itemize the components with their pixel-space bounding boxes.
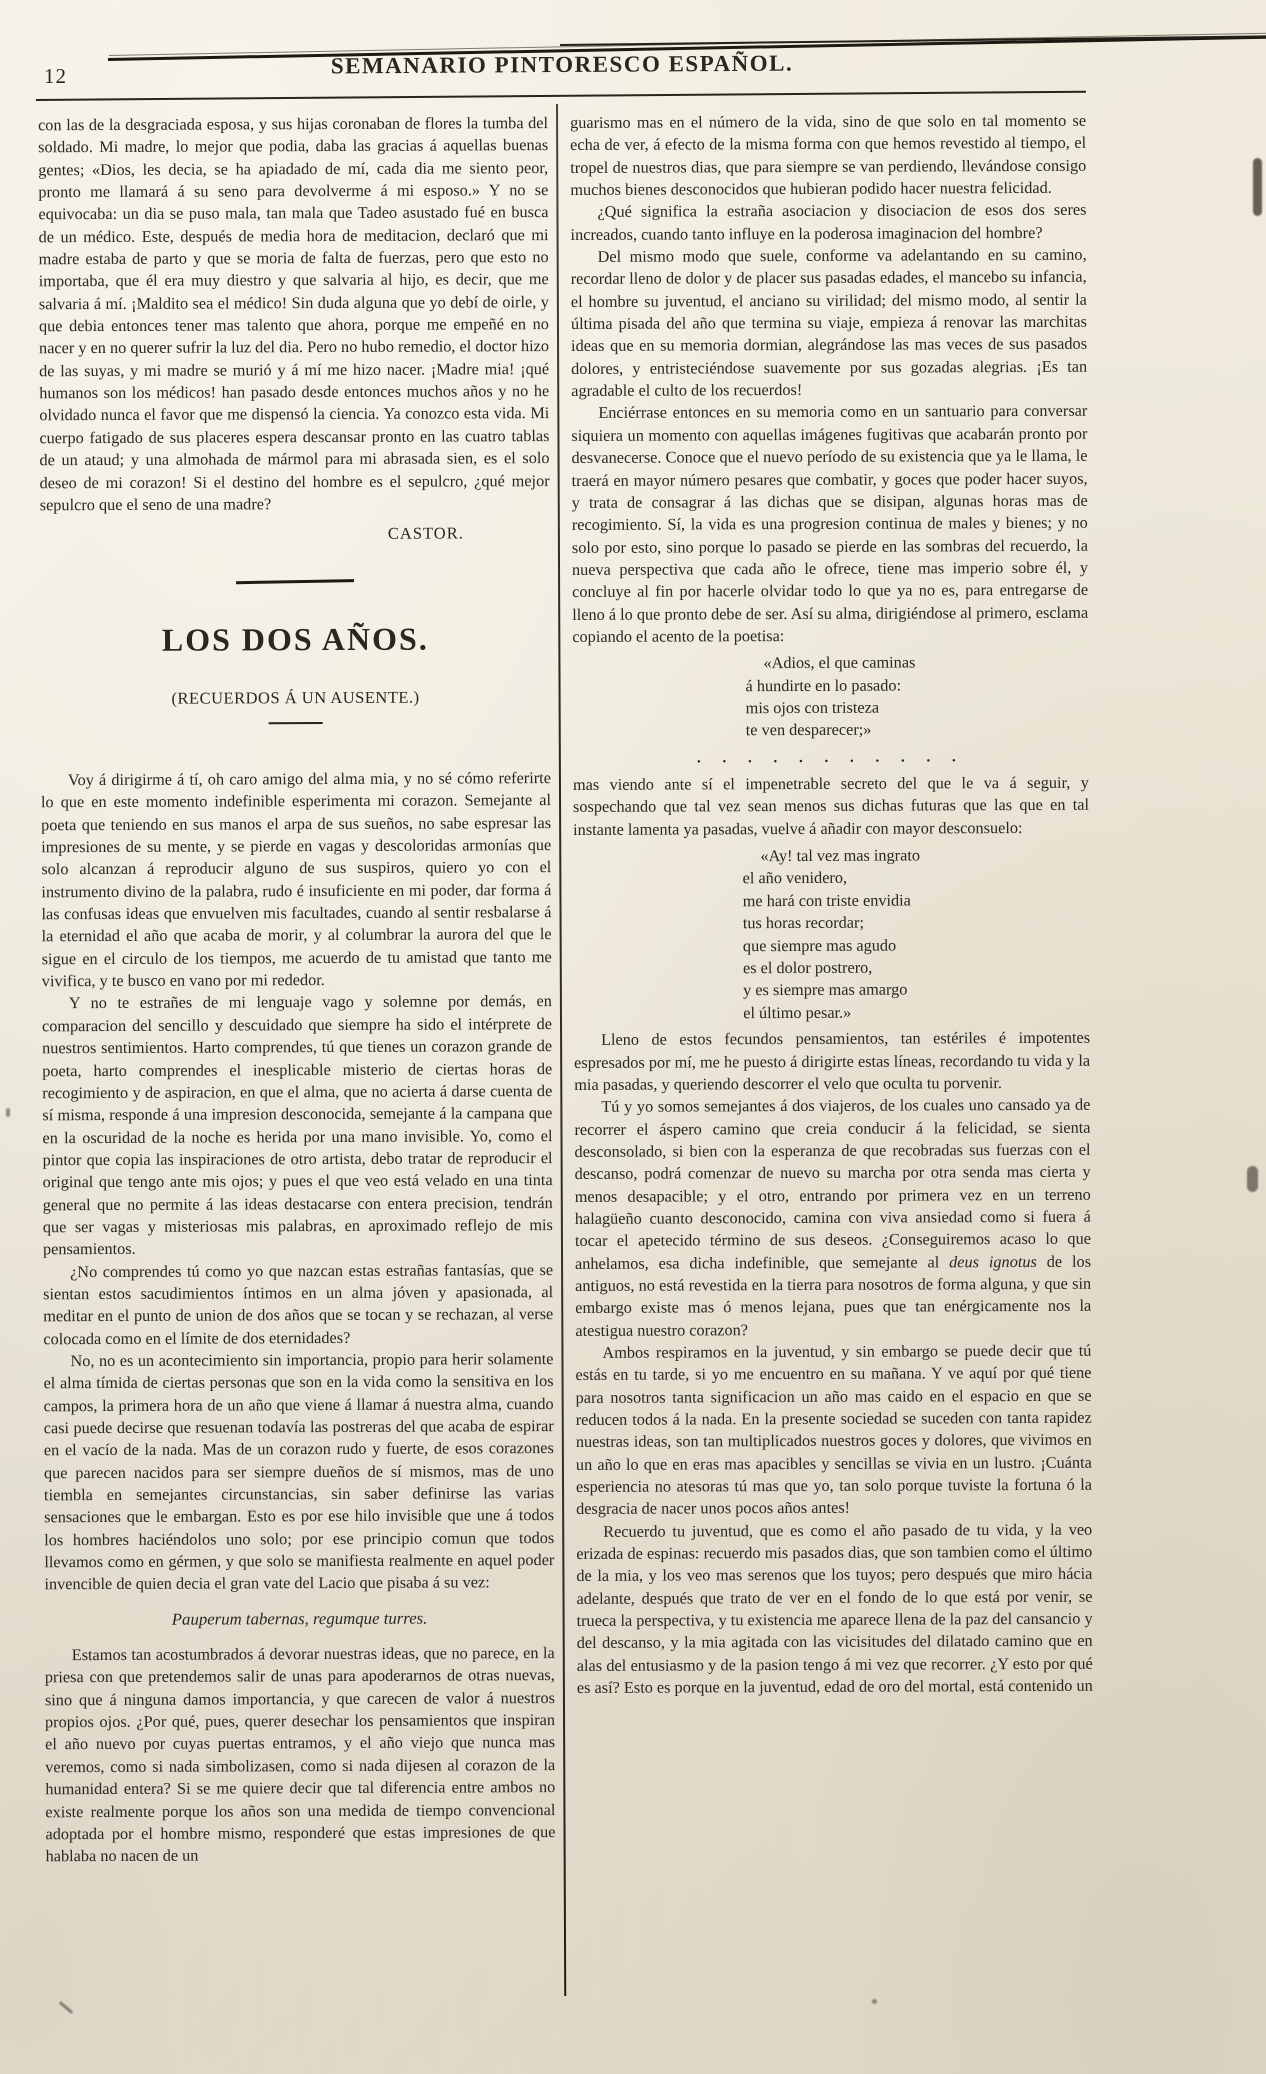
poem-line: el año venidero, [742, 868, 848, 888]
paragraph-text: Tú y yo somos semejantes á dos viajeros, de los cuales uno cansado ya de recorrer el áspero camino que creia conducir á la felicidad, se sienta desconsolado, si bien con la esperanza de que recobradas sus fuerzas con el descanso, podrá comenzar de nuevo su marcha por otra senda mas cierta y menos desapacible; y el otro, entrando por primera vez en un terreno halagüeño cuanto desconocido, camina con viva ansiedad como si fuera á tocar el apetecido término de sus deseos. ¿Conseguiremos acaso lo que anhelamos, esa dicha indefinible, que semejante al [574, 1094, 1091, 1273]
poem-line: me hará con triste envidia [742, 890, 911, 910]
article-paragraph [574, 1094, 1091, 1342]
scan-artifact [6, 1108, 10, 1117]
poem-line: el último pesar.» [743, 1002, 852, 1022]
article-paragraph: Y no te estrañes de mi lenguaje vago y solemne por demás, en comparacion del sencillo y descuidado que siempre ha sido el intérprete de nuestros sentimientos. Harto comprendes, tú que tienes un corazon grande de poeta, harto comprendes el inesplicable misterio de ciertas horas de recogimiento y de aspiracion, en que el alma, que no acierta á darse cuenta de sí misma, responde á una impresion desconocida, semejante á la campana que en la oscuridad de la noche es herida por una mano invisible. Yo, como el pintor que copia las inspiraciones de otro artista, debo tratar de reproducir el original que tengo ante mis ojos; y pues el que veo está velado en una tinta general que no permite á las ideas destacarse con entera precision, tendrán que ser vagas y misteriosas mis palabras, en aproximado reflejo de mis pensamientos. [41, 991, 553, 1259]
text-columns [38, 110, 1094, 1868]
continuation-paragraph: con las de la desgraciada esposa, y sus hijas coronaban de flores la tumba del soldado. Mi madre, lo mejor que podia, daba las gracias á aquellas buenas gentes; «Dios, les decia, se ha apiadado de mí, cada dia me siento peor, pronto me llamará á su seno para devolverme á mi esposo.» Y no se equivocaba: un dia se puso mala, tan mala que Tadeo asustado fué en busca de un médico. Este, después de media hora de meditacion, declaró que mi madre estaba de parto y que se moria de falta de fuerzas, pero que esto no importaba, que él era muy diestro y que salvaria al hijo, es decir, que me salvaria á mí. ¡Maldito sea el médico! Sin duda alguna que yo debí de oirle, y que debia entonces tener mas talento que ahora, porque me empeñé en no nacer y en no querer sufrir la luz del dia. Pero no hubo remedio, el doctor hizo de las suyas, y mi madre se murió y á mí me hizo nacer. ¡Madre mia! ¡qué humanos son los médicos! han pasado desde entonces muchos años y no he olvidado nunca el favor que me dispensó la ciencia. Ya conozco esta vida. Mi cuerpo fatigado de sus placeres espera descansar pronto en las cuatro tablas de un ataud; y una almohada de mármol para mi abrasada sien, es el solo deseo de mi corazon! Si el destino del hombre es el sepulcro, ¿qué mejor sepulcro que el seno de una madre? [38, 113, 550, 515]
author-signature: CASTOR. [387, 523, 464, 543]
masthead: SEMANARIO PINTORESCO ESPAÑOL. [330, 50, 794, 79]
poem-line: á hundirte en lo pasado: [745, 675, 902, 695]
article-subtitle: (RECUERDOS Á UN AUSENTE.) [171, 687, 420, 708]
scan-artifact [872, 1999, 877, 2004]
right-column [570, 110, 1094, 1866]
poem-ellipsis: . . . . . . . . . . . [696, 749, 965, 767]
masthead-rule [36, 91, 1086, 101]
article-paragraph: Ambos respiramos en la juventud, y sin embargo se puede decir que tú estás en tu tarde, si yo me encuentro en su mañana. Y ve aquí por qué tiene para nosotros tanta significacion un año mas caido en el espacio en que se reducen todos á la nada. En la presente sociedad se suceden con tanta rapidez nuestras ideas, son tan multiplicados nuestros goces y dolores, que vivimos en un año lo que en eras mas apacibles y sencillas se vivia en un lustro. ¡Cuánta esperiencia no atesoras tú mas que yo, tan solo porque tuviste la fortuna ó la desgracia de nacer unos pocos años antes! [575, 1340, 1093, 1519]
article-paragraph: guarismo mas en el número de la vida, sino de que solo en tal momento se echa de ver, á efecto de la misma forma con que hemos revestido al tiempo, el tropel de nuestros dias, que para siempre se van perdiendo, llevándose consigo muchos bienes desconocidos que hubieran podido hacer nuestra felicidad. [570, 110, 1087, 199]
article-paragraph: Voy á dirigirme á tí, oh caro amigo del alma mia, y no sé cómo referirte lo que en este momento indefinible esperimenta mi corazon. Semejante al poeta que teniendo en sus manos el arpa de sus sueños, no sabe espresar las impresiones de su mente, y se pierde en vagas y descoloridas armonías que solo alcanzan á reproducir alguno de sus suspiros, quiero yo con el instrumento divino de la palabra, rudo é insuficiente en mi poder, dar forma á las confusas ideas que envuelven mis facultades, cuando al sentir resbalarse á la eternidad el año que acaba de morir, y al columbrar la aurora del que le sigue en el circulo de los tiempos, me acuerdo de tu amistad que tanto me vivifica, y te busco en vano por mi rededor. [40, 768, 552, 991]
poem-line: «Ay! tal vez mas ingrato [760, 845, 921, 866]
page-number: 12 [44, 64, 67, 88]
article-paragraph: ¿No comprendes tú como yo que nazcan estas estrañas fantasías, que se sientan estos sacudimientos íntimos en un alma jóven y apasionada, al meditar en el punto de union de dos años que se tocan y se rechazan, al verse colocada como en el límite de dos eternidades? [43, 1259, 554, 1348]
article-paragraph: ¿Qué significa la estraña asociacion y disociacion de esos dos seres increados, cuando tanto influye en la poderosa imaginacion del hombre? [570, 200, 1087, 244]
subtitle-rule [269, 722, 323, 725]
poem-line: tus horas recordar; [742, 912, 865, 933]
left-column [38, 112, 556, 1868]
scan-artifact [1253, 158, 1262, 216]
poem-line: te ven desparecer;» [745, 720, 872, 740]
article-paragraph: Recuerdo tu juventud, que es como el año pasado de tu vida, y la veo erizada de espinas: recuerdo mis pasados dias, que son tambien como el último de la mia, y los veo mas serenos que los tuyos; pero después que miro hácia adelante, después que trato de ver en el fondo de lo que está por venir, se trueca la perspectiva, y tu existencia me aparece llena de la paz del cansancio y del descanso, y la mia agitada con las vicisitudes del dilatado camino que en alas del entusiasmo y de la pasion tengo á mi vez que recorrer. ¿Y esto por qué es así? Esto es porque en la juventud, edad de oro del mortal, está contenido un [576, 1519, 1093, 1698]
paragraph-text: de los antiguos, no está revestida en la tierra para nosotros de forma alguna, y que sin embargo existe mas ó menos lejana, pues que tan enérgicamente nos la atestigua nuestro corazon? [575, 1251, 1092, 1340]
article-paragraph: Lleno de estos fecundos pensamientos, tan estériles é impotentes espresados por mí, me he puesto á dirigirte estas líneas, recordando tu vida y la mia pasadas, y queriendo descorrer el velo que oculta tu porvenir. [574, 1027, 1091, 1094]
article-paragraph: Enciérrase entonces en su memoria como en un santuario para conversar siquiera un momento con aquellas imágenes fugitivas que acabarán pronto por desvanecerse. Conoce que el nuevo período de su existencia que ya le llama, le traerá en mayor número pesares que combatir, y goces que poder hacer suyos, y trata de consagrar á las dichas que se disipan, algunas horas mas de recogimiento. Sí, la vida es una progresion continua de males y bienes; y no solo por esto, sino porque lo pasado se pierde en las sombras del recuerdo, la nueva perspectiva que cada año le ofrece, tiene mas imperio sobre él, y concluye al fin por hacerle olvidar todo lo que ya no es, para entregarse de lleno á lo que pronto debe de ser. Así su alma, dirigiéndose al primero, esclama copiando el acento de la poetisa: [571, 401, 1089, 646]
poem-line: es el dolor postrero, [742, 957, 873, 978]
scan-artifact [59, 2001, 73, 2014]
article-paragraph: Estamos tan acostumbrados á devorar nuestras ideas, que no parece, en la priesa con que pretendemos salir de unas para apoderarnos de otras nuevas, sino que á ninguna damos importancia, y que carecen de valor á nuestros propios ojos. ¿Por qué, pues, querer desechar los pensamientos que inspiran el año nuevo por cuyas puertas entramos, y el año viejo que nunca mas veremos, como si nada simbolizasen, como si nada dijesen al corazon de la humanidad entera? Si se me quiere decir que tal diferencia entre ambos no existe realmente porque los años son una medida de tiempo convencional adoptada por el hombre mismo, responderé que estas impresiones de que hablaba no nacen de un [44, 1643, 556, 1866]
poem-line: «Adios, el que caminas [763, 652, 916, 673]
poem-line: mis ojos con tristeza [745, 697, 880, 718]
poem-first [572, 651, 1088, 743]
latin-term: deus ignotus [949, 1251, 1037, 1271]
poem-second [573, 844, 1090, 1025]
article-paragraph: Del mismo modo que suele, conforme va adelantando en su camino, recordar lleno de dolor y de placer sus pasadas edades, el mancebo su infancia, el hombre su juventud, el anciano su virilidad; del mismo modo, al sentir la última pisada del año que termina su viaje, empieza á renovar las marchitas ideas que en su memoria dormian, alegrándose las mas veces de sus pasados dolores, y entristeciéndose suavemente por sus gozadas alegrias. ¡Es tan agradable el culto de los recuerdos! [570, 244, 1088, 401]
article-paragraph: mas viendo ante sí el impenetrable secreto del que le va á seguir, y sospechando que tal vez sean menos sus dichas futuras que las que en tal instante lamenta ya pasadas, vuelve á añadir con mayor desconsuelo: [572, 772, 1090, 839]
article-title: LOS DOS AÑOS. [161, 620, 429, 658]
poem-line: y es siempre mas amargo [743, 979, 908, 1000]
poem-line: que siempre mas agudo [742, 935, 897, 955]
latin-quote: Pauperum tabernas, regumque turres. [171, 1608, 428, 1629]
article-paragraph: No, no es un acontecimiento sin importancia, propio para herir solamente el alma tímida de ciertas personas que son en la vida como la sensitiva en los campos, la primera hora de un año que viene á llamar á nuestra alma, cuando casi puede decirse que resuenan todavía las postreras del que acaba de espirar en el vacío de la nada. Mas de un corazon rudo y fuerte, de esos corazones que parecen nacidos para ser siempre dueños de sí mismos, mas de uno tiembla en semejantes circunstancias, sin saber definirse las varias sensaciones que le embargan. Esto es por ese hilo invisible que une á todos los hombres haciéndolos uno solo; por ese principio comun que todos llevamos como en gérmen, y que solo se manifiesta realmente en aquel poder invencible de quien decia el gran vate del Lacio que pisaba á su vez: [43, 1349, 555, 1594]
section-divider-rule [236, 579, 354, 584]
scan-artifact [1247, 1166, 1258, 1192]
